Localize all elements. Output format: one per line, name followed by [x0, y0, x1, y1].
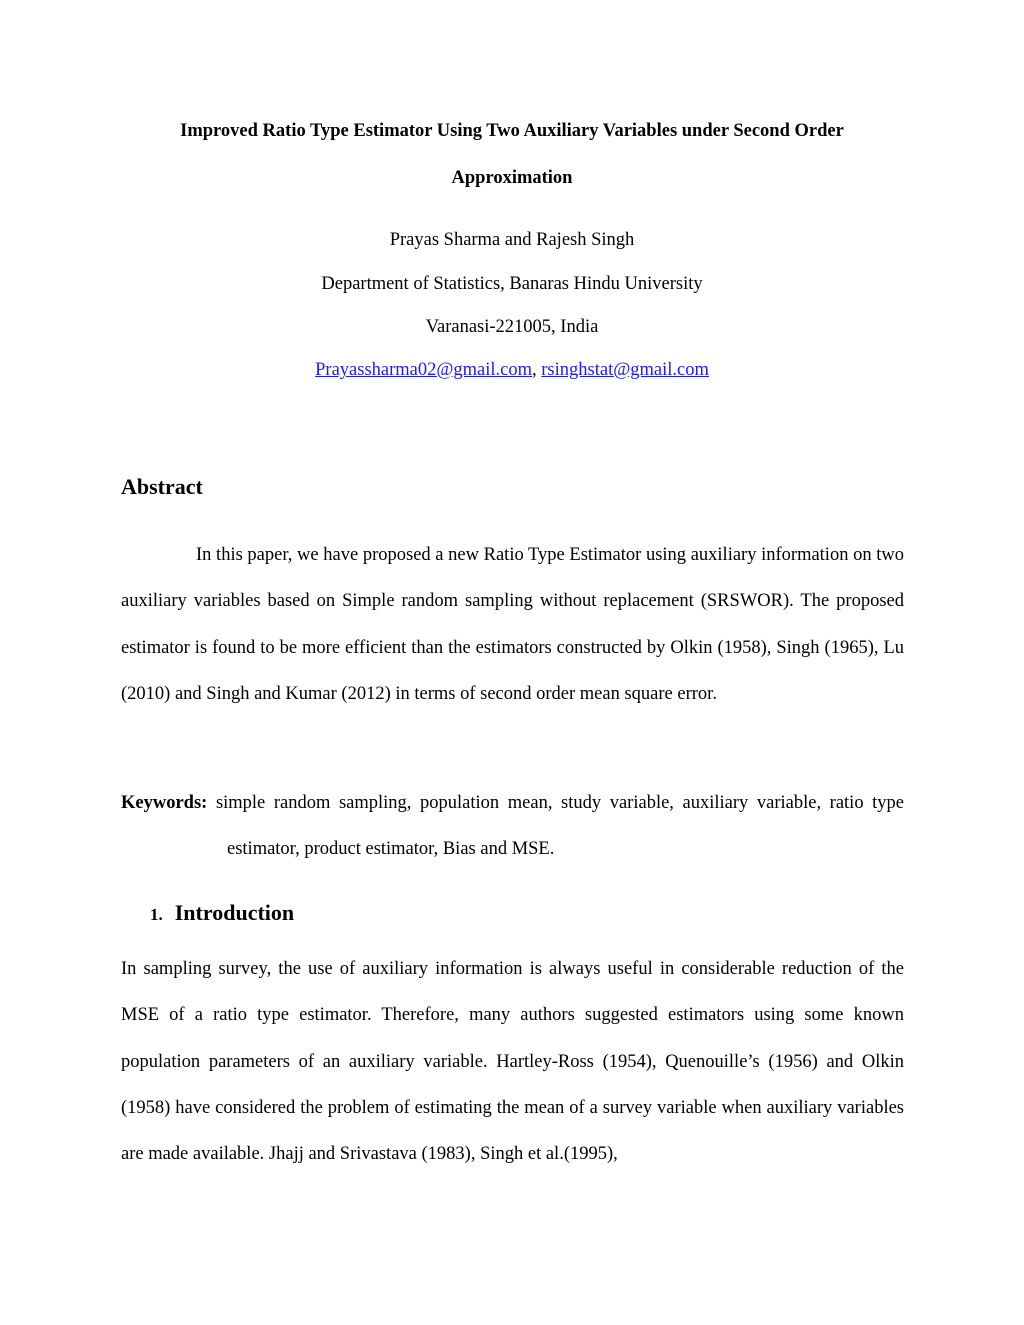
abstract-heading: Abstract — [121, 474, 203, 499]
affiliation-department: Department of Statistics, Banaras Hindu University — [321, 274, 703, 294]
paper-title-line-2: Approximation — [451, 168, 573, 188]
affiliation-city: Varanasi-221005, India — [425, 317, 599, 337]
email-link-2[interactable]: rsinghstat@gmail.com — [541, 360, 709, 380]
section-title: Introduction — [174, 900, 295, 925]
email-separator: , — [532, 360, 542, 380]
paper-title-line-1: Improved Ratio Type Estimator Using Two Auxiliary Variables under Second Order — [180, 121, 844, 141]
abstract-body-text: In this paper, we have proposed a new Ratio Type Estimator using auxiliary information on two auxiliary variables based on Simple random sampling without replacement (SRSWOR). The proposed estimator is found to be more efficient than the estimators constructed by Olkin (1958), Singh (1965), Lu (2010) and Singh and Kumar (2012) in terms of second order mean square error. — [121, 545, 904, 704]
email-link-1[interactable]: Prayassharma02@gmail.com — [315, 360, 533, 380]
introduction-heading — [150, 900, 294, 927]
introduction-body-paragraph: In sampling survey, the use of auxiliary information is always useful in considerable reduction of the MSE of a ratio type estimator. Therefore, many authors suggested estimators using some known population parameters of an auxiliary variable. Hartley-Ross (1954), Quenouille’s (1956) and Olkin (1958) have considered the problem of estimating the mean of a survey variable when auxiliary variables are made available. Jhajj and Srivastava (1983), Singh et al.(1995), — [121, 959, 904, 1165]
author-emails — [100, 360, 924, 381]
abstract-body-paragraph — [121, 532, 904, 717]
section-number: 1. — [150, 905, 163, 924]
authors: Prayas Sharma and Rajesh Singh — [389, 230, 635, 250]
keywords-text: simple random sampling, population mean, study variable, auxiliary variable, ratio type estimator, product estimator, Bias and MSE. — [215, 793, 905, 860]
keywords-paragraph — [121, 780, 904, 873]
keywords-label: Keywords: — [121, 793, 208, 813]
